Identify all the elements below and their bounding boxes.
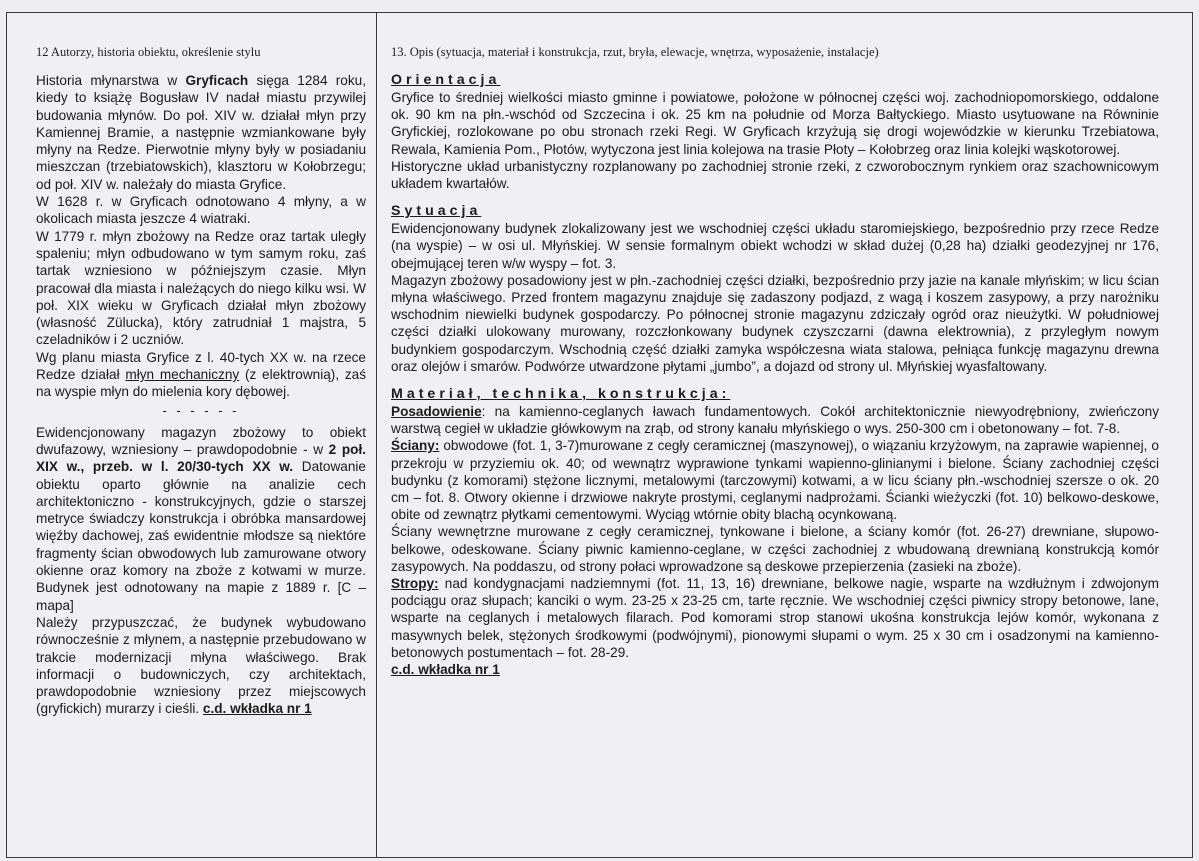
description-text: [391, 72, 1159, 678]
posadowienie-label: Posadowienie: [391, 404, 482, 420]
section-title-sytuacja: Sytuacja: [391, 203, 482, 220]
section-title-orientacja: Orientacja: [391, 72, 501, 88]
orientacja-paragraph-2: Historyczne układ urbanistyczny rozplanowany po zachodniej stronie rzeki, z czworobocznym rynkiem oraz szachownicowym układem kwartałów.: [391, 158, 1159, 192]
history-paragraph-4: Wg planu miasta Gryfice z l. 40-tych XX w. na rzece Redze działał młyn mechaniczny (z elektrownią), zaś na wyspie młyn do mielenia kory dębowej.: [36, 349, 367, 400]
sciany-label: Ściany:: [391, 438, 440, 454]
history-paragraph-2: W 1628 r. w Gryficach odnotowano 4 młyny, a w okolicach miasta jeszcze 4 wiatraki.: [36, 194, 366, 227]
separator: - - - - - -: [162, 402, 240, 418]
column-divider: [376, 12, 377, 858]
continuation-note: c.d. wkładka nr 1: [202, 701, 312, 717]
dating-paragraph: Ewidencjonowany magazyn zbożowy to obiekt dwufazowy, wzniesiony – prawdopodobnie - w 2 poł. XIX w., przeb. w l. 20/30-tych XX w. Datowanie obiektu oparto głównie na analizie cech architektoniczno - konstrukcyjnych, gdzie o starszej metryce świadczy konstrukcja i obróbka mansardowej więźby dachowej, zaś ewidentnie młodsze są niektóre fragmenty ścian obwodowych lub zamurowane otwory okienne oraz komory na zboże z kotwami w murze. Budynek jest odnotowany na mapie z 1889 r. [C – mapa]: [36, 424, 366, 613]
stropy-label: Stropy:: [391, 576, 439, 592]
history-paragraph-3: W 1779 r. młyn zbożowy na Redze oraz tartak uległy spaleniu; młyn odbudowano w tym samym roku, zaś tartak wzniesiono w późniejszym czasie. Młyn pracował dla miasta i należących do niego kilku wsi. W poł. XIX wieku w Gryficach działał młyn zbożowy (własność Zülucka), który zatrudniał 1 majstra, 5 czeladników i 2 uczniów.: [36, 228, 366, 348]
section-title-material: Materiał, technika, konstrukcja:: [391, 386, 731, 403]
stropy-paragraph: Stropy: nad kondygnacjami nadziemnymi (fot. 11, 13, 16) drewniane, belkowe nagie, wsparte na wzdłużnym i zdwojonym podciągu oraz słupach; kanciki o wym. 23-25 x 23-25 cm, tarte ręcznie. We wschodniej części piwnicy stropy betonowe, lane, wsparte na ceglanych i metalowych filarach. Pod komorami strop stanowi ukośna konstrukcja lejów komór, wykonana z masywnych belek, stężonych środkowymi (podwójnymi), pionowymi słupami o wym. 25 x 30 cm i osadzonymi na kamienno-betonowych postumentach – fot. 28-29.: [391, 576, 1159, 660]
right-column-header: 13. Opis (sytuacja, materiał i konstrukcja, rzut, bryła, elewacje, wnętrza, wyposażenie, instalacje): [391, 45, 879, 59]
history-paragraph-1: Historia młynarstwa w Gryficach sięga 1284 roku, kiedy to książę Bogusław IV nadał miastu przywilej budowania młynów. Do poł. XIV w. działał młyn przy Kamiennej Bramie, a następnie wzmiankowane były młyny na Redze. Pierwotnie młyny były w posiadaniu mieszczan (trzebiatowskich), klasztoru w Kołobrzegu; od poł. XIV w. należały do miasta Gryfice.: [36, 73, 367, 192]
left-column-header: 12 Autorzy, historia obiektu, określenie stylu: [36, 45, 261, 59]
builders-paragraph: Należy przypuszczać, że budynek wybudowano równocześnie z młynem, a następnie przebudowano w trakcie modernizacji młyna właściwego. Brak informacji o budowniczych, czy architektach, prawdopodobnie wzniesiony przez miejscowych (gryfickich) murarzy i cieśli. c.d. wkładka nr 1: [36, 614, 366, 717]
sciany-paragraph: Ściany: obwodowe (fot. 1, 3-7)murowane z cegły ceramicznej (maszynowej), o wiązaniu krzyżowym, na zaprawie wapiennej, o przekroju w przyziemiu ok. 40; od wewnątrz wyprawione tynkami wapienno-glinianymi i bielone. Ściany zachodniej części budynku (z komorami) stężone licznymi, metalowymi (tarczowymi) kotwami, a w licu ściany płn.-wschodniej szersze o ok. 20 cm – fot. 8. Otwory okienne i drzwiowe nakryte prostymi, ceglanymi nadprożami. Ścianki wieżyczki (fot. 10) belkowo-deskowe, obite od zewnątrz płytkami cementowymi. Wyciąg wtórnie obity blachą ocynkowaną.: [391, 438, 1159, 523]
sciany-paragraph-2: Ściany wewnętrzne murowane z cegły ceramicznej, tynkowane i bielone, a ściany komór (fot. 26-27) drewniane, słupowo-belkowe, odeskowane. Ściany piwnic kamienno-ceglane, w części zachodniej z wbudowaną drewnianą konstrukcją komór zasypowych. Na poddaszu, od strony połaci wprowadzone są deskowe przepierzenia (zasieki na zboże).: [391, 524, 1159, 574]
posadowienie-paragraph: Posadowienie: na kamienno-ceglanych ławach fundamentowych. Cokół architektonicznie niewyodrębniony, zwieńczony warstwą cegieł w układzie główkowym na zrąb, od strony kanału młyńskiego o wys. 250-300 cm i obetonowany – fot. 7-8.: [391, 404, 1159, 437]
orientacja-paragraph-1: Gryfice to średniej wielkości miasto gminne i powiatowe, położone w północnej części woj. zachodniopomorskiego, oddalone ok. 90 km na płn.-wschód od Szczecina i ok. 25 km na południe od Morza Bałtyckiego. Miasto usytuowane na Równinie Gryfickiej, rozlokowane po obu stronach rzeki Regi. W Gryficach krzyżują się drogi wojewódzkie w kierunku Trzebiatowa, Rewala, Kamienia Pom., Płotów, wytyczona jest linia kolejowa na trasie Płoty – Kołobrzeg oraz linia kolejki wąskotorowej.: [391, 90, 1159, 157]
continuation-note-right: c.d. wkładka nr 1: [391, 662, 500, 678]
left-column: [36, 45, 366, 718]
right-column: [391, 45, 1159, 678]
sytuacja-paragraph-1: Ewidencjonowany budynek zlokalizowany jest we wschodniej części układu staromiejskiego, bezpośrednio przy rzece Redze (na wyspie) – w osi ul. Młyńskiej. W sensie formalnym obiekt wchodzi w skład dużej (0,28 ha) działki geodezyjnej nr 176, obejmującej teren w/w wyspy – fot. 3.: [391, 221, 1159, 271]
sytuacja-paragraph-2: Magazyn zbożowy posadowiony jest w płn.-zachodniej części działki, bezpośrednio przy jazie na kanale młyńskim; w licu ścian młyna właściwego. Przed frontem magazynu znajduje się zadaszony podjazd, z wagą i koszem zasypowy, a przy narożniku wschodnim niewielki budynek gospodarczy. Po północnej stronie magazynu zdziczały ogród oraz nieużytki. W południowej części działki ulokowany murowany, rozczłonkowany budynek czyszczarni (dawna elektrownia), z przyległym nowym budynkiem gospodarczym. Wschodnią część działki zamyka współczesna wiata stalowa, pełniąca funkcję magazynu drewna oraz olejów i smarów. Podwórze utwardzone płytami „jumbo”, a dojazd od strony ul. Młyńskiej wyasfaltowany.: [391, 272, 1159, 374]
history-text: [36, 72, 366, 718]
